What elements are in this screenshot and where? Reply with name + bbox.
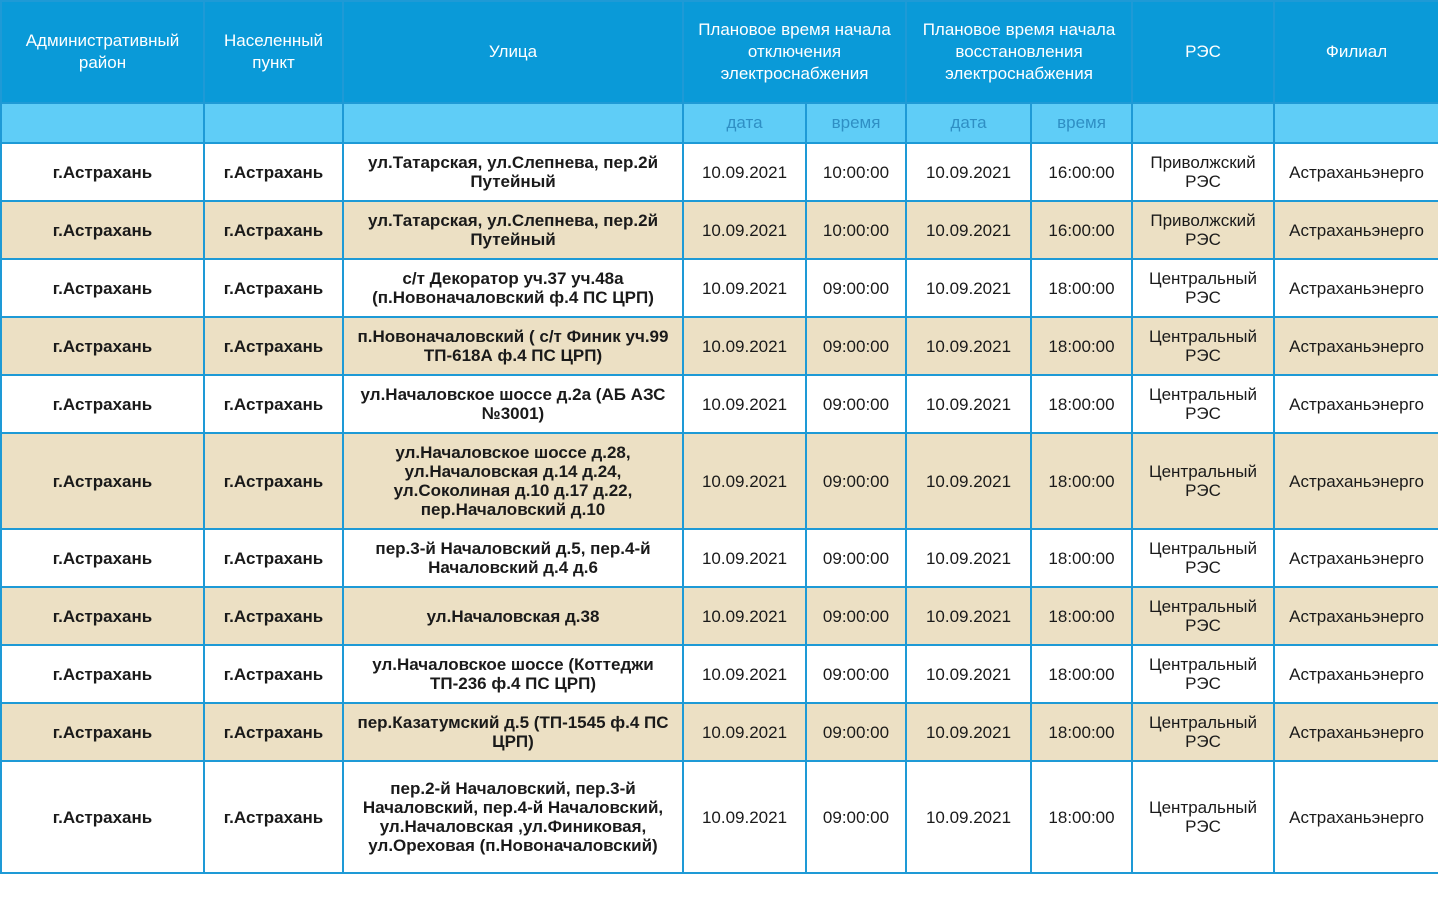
header-branch: Филиал <box>1274 1 1438 103</box>
cell-res: Приволжский РЭС <box>1132 143 1274 201</box>
cell-off-time: 09:00:00 <box>806 645 906 703</box>
cell-restore-time: 16:00:00 <box>1031 201 1132 259</box>
header-locality: Населенный пункт <box>204 1 343 103</box>
subheader-restore-time: время <box>1031 103 1132 143</box>
table-row <box>1 529 1438 587</box>
cell-district: г.Астрахань <box>1 201 204 259</box>
cell-restore-date: 10.09.2021 <box>906 433 1031 529</box>
table-row <box>1 317 1438 375</box>
subheader-empty-branch <box>1274 103 1438 143</box>
cell-off-date: 10.09.2021 <box>683 703 806 761</box>
cell-res: Центральный РЭС <box>1132 703 1274 761</box>
cell-off-date: 10.09.2021 <box>683 259 806 317</box>
cell-branch: Астраханьэнерго <box>1274 317 1438 375</box>
table-row <box>1 761 1438 873</box>
cell-restore-date: 10.09.2021 <box>906 529 1031 587</box>
cell-restore-date: 10.09.2021 <box>906 645 1031 703</box>
cell-locality: г.Астрахань <box>204 587 343 645</box>
header-res: РЭС <box>1132 1 1274 103</box>
cell-res: Приволжский РЭС <box>1132 201 1274 259</box>
cell-off-time: 09:00:00 <box>806 375 906 433</box>
table-row <box>1 587 1438 645</box>
header-planned-off: Плановое время начала отключения электроснабжения <box>683 1 906 103</box>
cell-restore-time: 18:00:00 <box>1031 259 1132 317</box>
cell-off-date: 10.09.2021 <box>683 761 806 873</box>
cell-off-time: 09:00:00 <box>806 529 906 587</box>
cell-off-date: 10.09.2021 <box>683 375 806 433</box>
cell-restore-time: 18:00:00 <box>1031 529 1132 587</box>
cell-restore-time: 18:00:00 <box>1031 703 1132 761</box>
cell-res: Центральный РЭС <box>1132 529 1274 587</box>
cell-restore-time: 18:00:00 <box>1031 761 1132 873</box>
cell-restore-date: 10.09.2021 <box>906 703 1031 761</box>
cell-off-time: 10:00:00 <box>806 201 906 259</box>
cell-res: Центральный РЭС <box>1132 317 1274 375</box>
cell-branch: Астраханьэнерго <box>1274 761 1438 873</box>
cell-street: ул.Татарская, ул.Слепнева, пер.2й Путейный <box>343 143 683 201</box>
header-planned-restore: Плановое время начала восстановления электроснабжения <box>906 1 1132 103</box>
cell-street: ул.Началовское шоссе д.2а (АБ АЗС №3001) <box>343 375 683 433</box>
cell-district: г.Астрахань <box>1 761 204 873</box>
cell-branch: Астраханьэнерго <box>1274 201 1438 259</box>
cell-res: Центральный РЭС <box>1132 645 1274 703</box>
cell-restore-time: 18:00:00 <box>1031 375 1132 433</box>
cell-street: ул.Татарская, ул.Слепнева, пер.2й Путейный <box>343 201 683 259</box>
cell-street: пер.Казатумский д.5 (ТП-1545 ф.4 ПС ЦРП) <box>343 703 683 761</box>
cell-off-date: 10.09.2021 <box>683 529 806 587</box>
cell-res: Центральный РЭС <box>1132 761 1274 873</box>
cell-restore-date: 10.09.2021 <box>906 143 1031 201</box>
cell-off-time: 09:00:00 <box>806 703 906 761</box>
subheader-off-time: время <box>806 103 906 143</box>
cell-branch: Астраханьэнерго <box>1274 529 1438 587</box>
cell-restore-date: 10.09.2021 <box>906 201 1031 259</box>
cell-restore-date: 10.09.2021 <box>906 761 1031 873</box>
cell-restore-time: 18:00:00 <box>1031 317 1132 375</box>
cell-locality: г.Астрахань <box>204 433 343 529</box>
cell-locality: г.Астрахань <box>204 375 343 433</box>
table-row <box>1 433 1438 529</box>
cell-district: г.Астрахань <box>1 529 204 587</box>
cell-district: г.Астрахань <box>1 143 204 201</box>
subheader-empty-locality <box>204 103 343 143</box>
cell-locality: г.Астрахань <box>204 703 343 761</box>
cell-branch: Астраханьэнерго <box>1274 259 1438 317</box>
cell-district: г.Астрахань <box>1 375 204 433</box>
cell-district: г.Астрахань <box>1 587 204 645</box>
subheader-restore-date: дата <box>906 103 1031 143</box>
cell-off-time: 09:00:00 <box>806 317 906 375</box>
cell-off-date: 10.09.2021 <box>683 317 806 375</box>
cell-off-date: 10.09.2021 <box>683 433 806 529</box>
cell-district: г.Астрахань <box>1 259 204 317</box>
cell-locality: г.Астрахань <box>204 645 343 703</box>
table-row <box>1 375 1438 433</box>
cell-off-date: 10.09.2021 <box>683 645 806 703</box>
cell-branch: Астраханьэнерго <box>1274 587 1438 645</box>
cell-locality: г.Астрахань <box>204 143 343 201</box>
cell-district: г.Астрахань <box>1 433 204 529</box>
cell-locality: г.Астрахань <box>204 201 343 259</box>
cell-district: г.Астрахань <box>1 703 204 761</box>
cell-off-date: 10.09.2021 <box>683 201 806 259</box>
cell-district: г.Астрахань <box>1 317 204 375</box>
cell-locality: г.Астрахань <box>204 317 343 375</box>
cell-off-date: 10.09.2021 <box>683 143 806 201</box>
table-row <box>1 645 1438 703</box>
subheader-empty-res <box>1132 103 1274 143</box>
cell-restore-time: 18:00:00 <box>1031 433 1132 529</box>
cell-district: г.Астрахань <box>1 645 204 703</box>
table-row <box>1 201 1438 259</box>
cell-off-time: 09:00:00 <box>806 433 906 529</box>
cell-street: п.Новоначаловский ( с/т Финик уч.99 ТП-618А ф.4 ПС ЦРП) <box>343 317 683 375</box>
header-district: Административный район <box>1 1 204 103</box>
cell-street: ул.Началовское шоссе (Коттеджи ТП-236 ф.4 ПС ЦРП) <box>343 645 683 703</box>
cell-locality: г.Астрахань <box>204 529 343 587</box>
cell-branch: Астраханьэнерго <box>1274 375 1438 433</box>
cell-branch: Астраханьэнерго <box>1274 143 1438 201</box>
cell-restore-date: 10.09.2021 <box>906 587 1031 645</box>
cell-res: Центральный РЭС <box>1132 259 1274 317</box>
cell-restore-time: 18:00:00 <box>1031 645 1132 703</box>
subheader-empty-district <box>1 103 204 143</box>
cell-restore-time: 18:00:00 <box>1031 587 1132 645</box>
cell-off-time: 09:00:00 <box>806 761 906 873</box>
cell-street: с/т Декоратор уч.37 уч.48а (п.Новоначаловский ф.4 ПС ЦРП) <box>343 259 683 317</box>
cell-restore-time: 16:00:00 <box>1031 143 1132 201</box>
table-row <box>1 703 1438 761</box>
table-row <box>1 259 1438 317</box>
cell-locality: г.Астрахань <box>204 761 343 873</box>
cell-restore-date: 10.09.2021 <box>906 317 1031 375</box>
header-row <box>1 1 1438 103</box>
cell-off-date: 10.09.2021 <box>683 587 806 645</box>
cell-locality: г.Астрахань <box>204 259 343 317</box>
cell-branch: Астраханьэнерго <box>1274 645 1438 703</box>
cell-branch: Астраханьэнерго <box>1274 703 1438 761</box>
cell-res: Центральный РЭС <box>1132 375 1274 433</box>
cell-branch: Астраханьэнерго <box>1274 433 1438 529</box>
subheader-row <box>1 103 1438 143</box>
cell-street: ул.Началовское шоссе д.28, ул.Началовская д.14 д.24, ул.Соколиная д.10 д.17 д.22, пер.Началовский д.10 <box>343 433 683 529</box>
cell-off-time: 09:00:00 <box>806 259 906 317</box>
cell-restore-date: 10.09.2021 <box>906 259 1031 317</box>
cell-res: Центральный РЭС <box>1132 587 1274 645</box>
cell-restore-date: 10.09.2021 <box>906 375 1031 433</box>
subheader-empty-street <box>343 103 683 143</box>
cell-off-time: 09:00:00 <box>806 587 906 645</box>
cell-street: ул.Началовская д.38 <box>343 587 683 645</box>
table-row <box>1 143 1438 201</box>
cell-res: Центральный РЭС <box>1132 433 1274 529</box>
cell-off-time: 10:00:00 <box>806 143 906 201</box>
cell-street: пер.3-й Началовский д.5, пер.4-й Началовский д.4 д.6 <box>343 529 683 587</box>
subheader-off-date: дата <box>683 103 806 143</box>
header-street: Улица <box>343 1 683 103</box>
cell-street: пер.2-й Началовский, пер.3-й Началовский, пер.4-й Началовский, ул.Началовская ,ул.Финиковая, ул.Ореховая (п.Новоначаловский) <box>343 761 683 873</box>
